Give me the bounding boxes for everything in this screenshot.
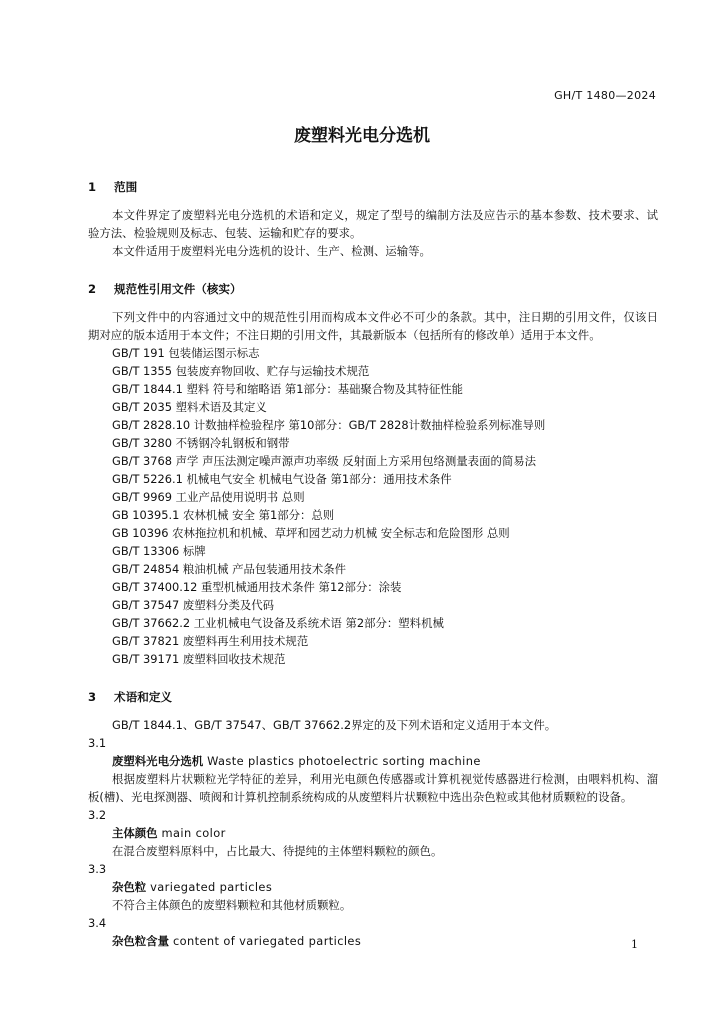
scope-paragraph: 本文件界定了废塑料光电分选机的术语和定义，规定了型号的编制方法及应告示的基本参数、技术要求、试验方法、检验规则及标志、包装、运输和贮存的要求。: [88, 208, 658, 240]
term-name: [88, 752, 658, 770]
reference-item: GB/T 2035 塑料术语及其定义: [112, 400, 267, 414]
reference-item: GB/T 37400.12 重型机械通用技术条件 第12部分：涂装: [112, 580, 402, 594]
page-number: 1: [631, 938, 638, 951]
term-name-zh: 主体颜色: [112, 826, 158, 840]
reference-item: GB/T 37547 废塑料分类及代码: [112, 598, 275, 612]
term-name: [88, 932, 658, 950]
term-name-zh: 杂色粒含量: [112, 934, 169, 948]
section-title: 规范性引用文件（核实）: [114, 282, 242, 296]
document-body: [88, 172, 658, 950]
section-number: 3: [88, 690, 97, 704]
term-name-en: Waste plastics photoelectric sorting machine: [207, 754, 481, 768]
section-number: 1: [88, 180, 97, 194]
reference-item: GB/T 1355 包装废弃物回收、贮存与运输技术规范: [112, 364, 370, 378]
section-heading-normative-references: [88, 280, 658, 298]
term-name-zh: 废塑料光电分选机: [112, 754, 204, 768]
term-name-en: variegated particles: [150, 880, 273, 894]
section-title: 术语和定义: [114, 690, 173, 704]
document-title: 废塑料光电分选机: [294, 126, 430, 146]
section-heading-scope: [88, 178, 658, 196]
section-number: 2: [88, 282, 97, 296]
reference-item: GB/T 191 包装储运图示标志: [112, 346, 260, 360]
reference-item: GB/T 24854 粮油机械 产品包装通用技术条件: [112, 562, 347, 576]
reference-item: GB/T 2828.10 计数抽样检验程序 第10部分：GB/T 2828计数抽样检验系列标准导则: [112, 418, 546, 432]
term-name-en: content of variegated particles: [172, 934, 362, 948]
reference-item: GB/T 3768 声学 声压法测定噪声源声功率级 反射面上方采用包络测量表面的简易法: [112, 454, 537, 468]
reference-item: GB/T 9969 工业产品使用说明书 总则: [112, 490, 305, 504]
term-entry: [88, 734, 658, 806]
reference-item: GB/T 5226.1 机械电气安全 机械电气设备 第1部分：通用技术条件: [112, 472, 452, 486]
term-name: [88, 824, 658, 842]
reference-item: GB/T 39171 废塑料回收技术规范: [112, 652, 286, 666]
term-number: 3.3: [88, 862, 107, 876]
term-name-en: main color: [161, 826, 226, 840]
standard-code: GH/T 1480—2024: [554, 89, 656, 102]
reference-item: GB/T 3280 不锈钢冷轧钢板和钢带: [112, 436, 290, 450]
section-title: 范围: [114, 180, 138, 194]
reference-item: GB/T 37821 废塑料再生利用技术规范: [112, 634, 309, 648]
reference-item: GB 10395.1 农林机械 安全 第1部分：总则: [112, 508, 335, 522]
reference-item: GB/T 13306 标牌: [112, 544, 206, 558]
references-intro-paragraph: 下列文件中的内容通过文中的规范性引用而构成本文件必不可少的条款。其中，注日期的引用文件，仅该日期对应的版本适用于本文件；不注日期的引用文件，其最新版本（包括所有的修改单）适用于本文件。: [88, 310, 658, 342]
terms-intro-paragraph: GB/T 1844.1、GB/T 37547、GB/T 37662.2界定的及下列术语和定义适用于本文件。: [112, 718, 557, 732]
reference-item: GB/T 37662.2 工业机械电气设备及系统术语 第2部分：塑料机械: [112, 616, 444, 630]
term-name-zh: 杂色粒: [112, 880, 147, 894]
term-entry: [88, 806, 658, 860]
term-number: 3.2: [88, 808, 107, 822]
term-definition: 不符合主体颜色的废塑料颗粒和其他材质颗粒。: [112, 898, 352, 912]
term-definition: 根据废塑料片状颗粒光学特征的差异，利用光电颜色传感器或计算机视觉传感器进行检测，由喂料机构、溜板(槽)、光电探测器、喷阀和计算机控制系统构成的从废塑料片状颗粒中选出杂色粒或其他材质颗粒的设备。: [88, 772, 658, 804]
reference-list: [88, 344, 658, 668]
section-heading-terms: [88, 688, 658, 706]
term-number: 3.4: [88, 916, 107, 930]
term-name: [88, 878, 658, 896]
reference-item: GB/T 1844.1 塑料 符号和缩略语 第1部分：基础聚合物及其特征性能: [112, 382, 464, 396]
term-entry: [88, 914, 658, 950]
term-definition: 在混合废塑料原料中，占比最大、待提纯的主体塑料颗粒的颜色。: [112, 844, 443, 858]
term-number: 3.1: [88, 736, 107, 750]
term-entry: [88, 860, 658, 914]
scope-paragraph: 本文件适用于废塑料光电分选机的设计、生产、检测、运输等。: [112, 244, 431, 258]
reference-item: GB 10396 农林拖拉机和机械、草坪和园艺动力机械 安全标志和危险图形 总则: [112, 526, 510, 540]
